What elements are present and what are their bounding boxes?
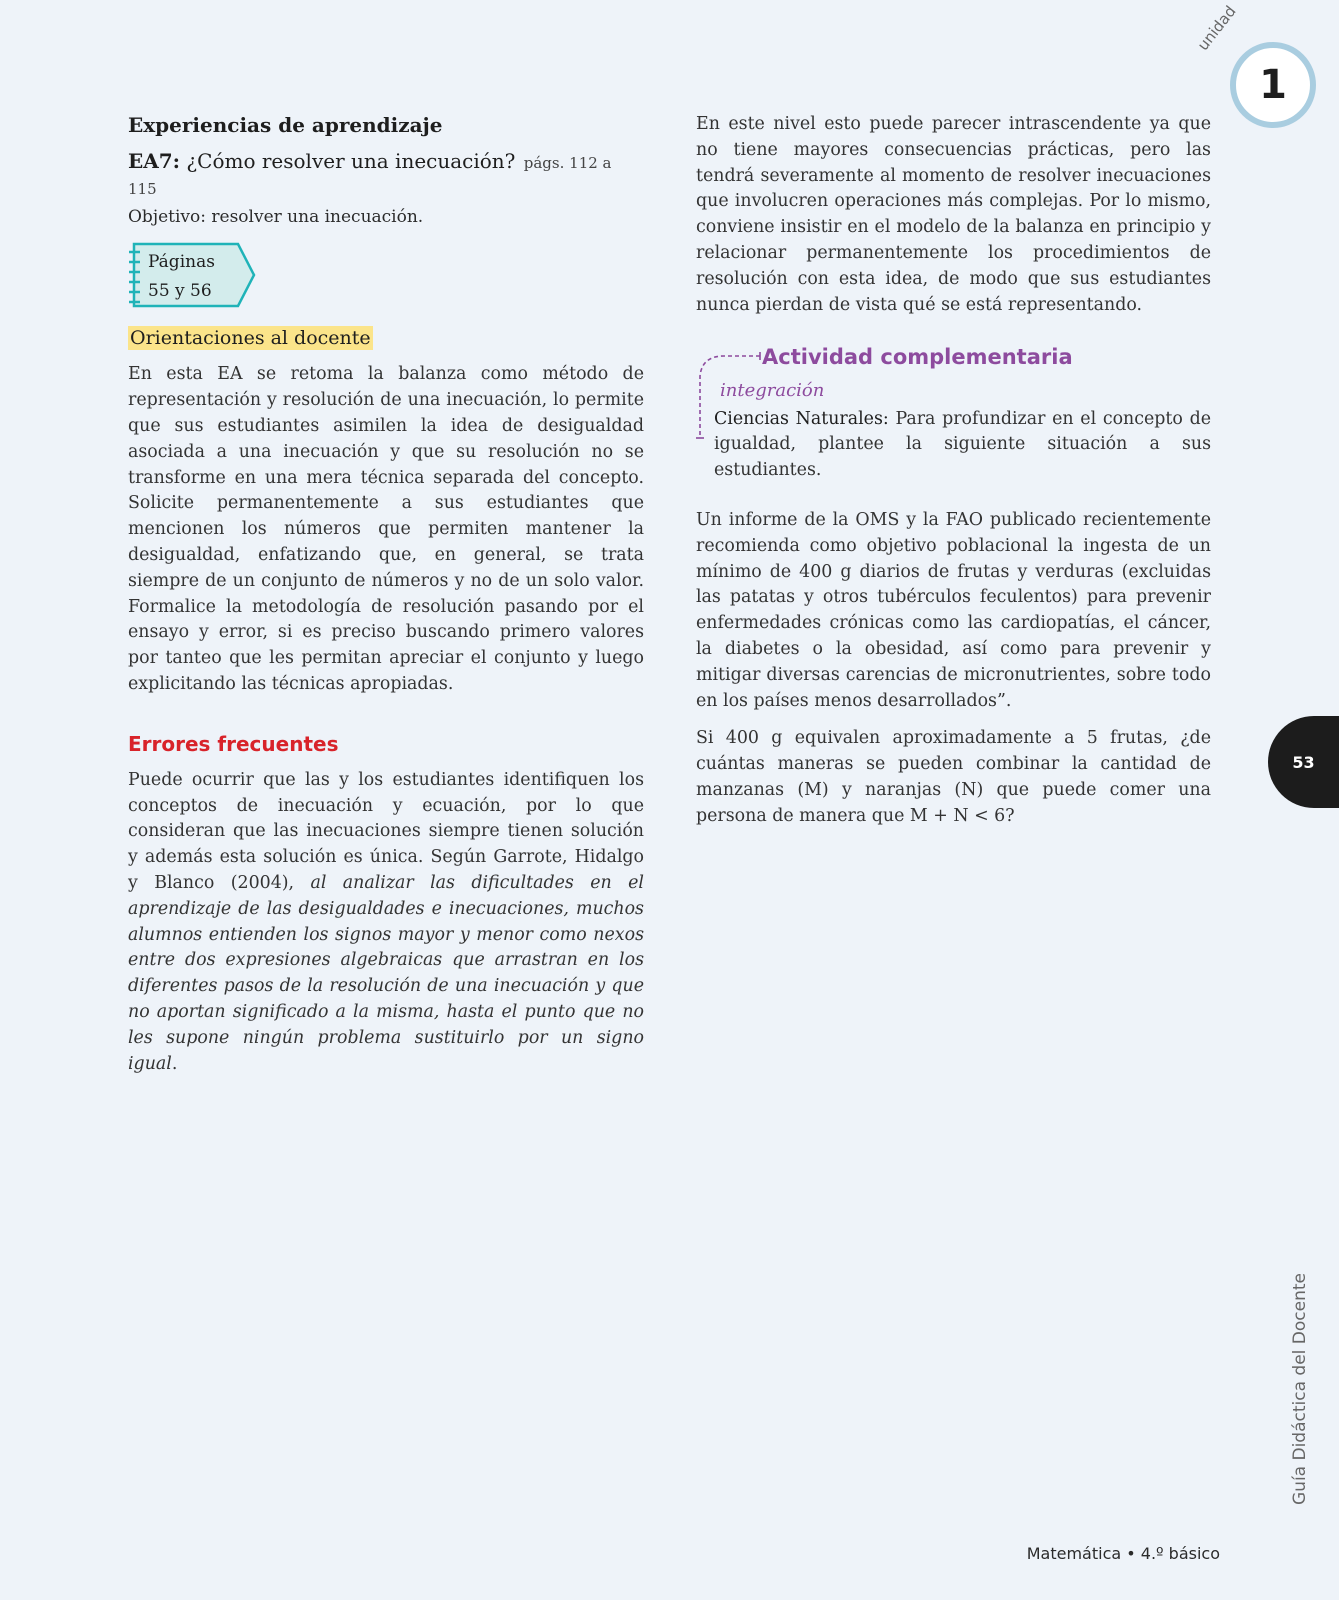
left-column [128, 112, 644, 1077]
pages-tag-text [148, 248, 215, 306]
ea-pages: págs. 112 a 115 [128, 154, 612, 198]
errores-heading: Errores frecuentes [128, 731, 339, 756]
errores-end: . [171, 1053, 178, 1074]
pregunta-paragraph: Si 400 g equivalen aproximadamente a 5 frutas, ¿de cuántas maneras se pueden combinar la cantidad de manzanas (M) y naranjas (N) que puede comer una persona de manera que M + N < 6? [696, 728, 1211, 826]
section-title: Experiencias de aprendizaje [128, 113, 443, 137]
ea-question: ¿Cómo resolver una inecuación? [180, 149, 516, 173]
orientaciones-paragraph: En esta EA se retoma la balanza como método de representación y resolución de una inecuación, lo permite que sus estudiantes asimilen la idea de desigualdad asociada a una inecuación y que su resolución no se transforme en una mera técnica separada del concepto. Solicite permanentemente a sus estudiantes que mencionen los números que permiten mantener la desigualdad, enfatizando que, en general, se trata siempre de un conjunto de números y no de un solo valor. Formalice la metodología de resolución pasando por el ensayo y error, si es preciso buscando primero valores por tanteo que les permitan apreciar el conjunto y luego explicitando las técnicas apropiadas. [128, 364, 644, 695]
ciencias-text: Para profundizar en el concepto de igualdad, plantee la siguiente situación a sus estudiantes. [714, 408, 1211, 481]
unit-label: unidad [1193, 2, 1240, 55]
ea-heading [128, 148, 644, 200]
objective-label: Objetivo [128, 207, 201, 227]
informe-paragraph: Un informe de la OMS y la FAO publicado recientemente recomienda como objetivo poblacional la ingesta de un mínimo de 400 g diarios de frutas y verduras (excluidas las patatas y otros tubérculos feculentos) para prevenir enfermedades crónicas como las cardiopatías, el cáncer, la diabetes o la obesidad, así como para prevenir y mitigar diversas carencias de micronutrientes, sobre todo en los países menos desarrollados”. [696, 510, 1211, 711]
page-number-tab: 53 [1268, 716, 1339, 808]
errores-paragraph [128, 768, 644, 1078]
right-column [696, 112, 1211, 830]
actividad-box [696, 344, 1211, 484]
pages-tag [128, 242, 258, 308]
orientaciones-heading: Orientaciones al docente [130, 326, 371, 349]
objective [128, 206, 644, 230]
actividad-text [714, 407, 1211, 484]
pages-tag-line2: 55 y 56 [148, 280, 212, 301]
ea-code: EA7: [128, 149, 181, 173]
actividad-subtitle: integración [720, 379, 825, 401]
footer-text: Matemática • 4.º básico [1026, 1544, 1220, 1563]
actividad-bracket [696, 352, 766, 442]
errores-text: Puede ocurrir que las y los estudiantes identifiquen los conceptos de inecuación y ecuación, por lo que consideran que las inecuaciones siempre tienen solución y además esta solución es única. Según Garrote, Hidalgo y Blanco (2004), [128, 769, 644, 894]
errores-quote: al analizar las dificultades en el aprendizaje de las desigualdades e inecuaciones, muchos alumnos entienden los signos mayor y menor como nexos entre dos expresiones algebraicas que arrastran en los diferentes pasos de la resolución de una inecuación y que no aportan significado a la misma, hasta el punto que no les supone ningún problema sustituirlo por un signo igual [128, 873, 644, 1074]
intro-paragraph: En este nivel esto puede parecer intrascendente ya que no tiene mayores consecuencias prácticas, pero las tendrá severamente al momento de resolver inecuaciones que involucren operaciones más complejas. Por lo mismo, conviene insistir en el modelo de la balanza en principio y relacionar permanentemente los procedimientos de resolución con esta idea, de modo que sus estudiantes nunca pierdan de vista qué se está representando. [696, 114, 1211, 315]
objective-text: : resolver una inecuación. [200, 207, 424, 227]
ciencias-label: Ciencias Naturales: [714, 408, 889, 429]
unit-number-badge: 1 [1230, 42, 1316, 128]
side-guide-title: Guía Didáctica del Docente [1290, 1273, 1310, 1505]
pages-tag-line1: Páginas [148, 251, 215, 272]
actividad-title: Actividad complementaria [762, 345, 1073, 370]
